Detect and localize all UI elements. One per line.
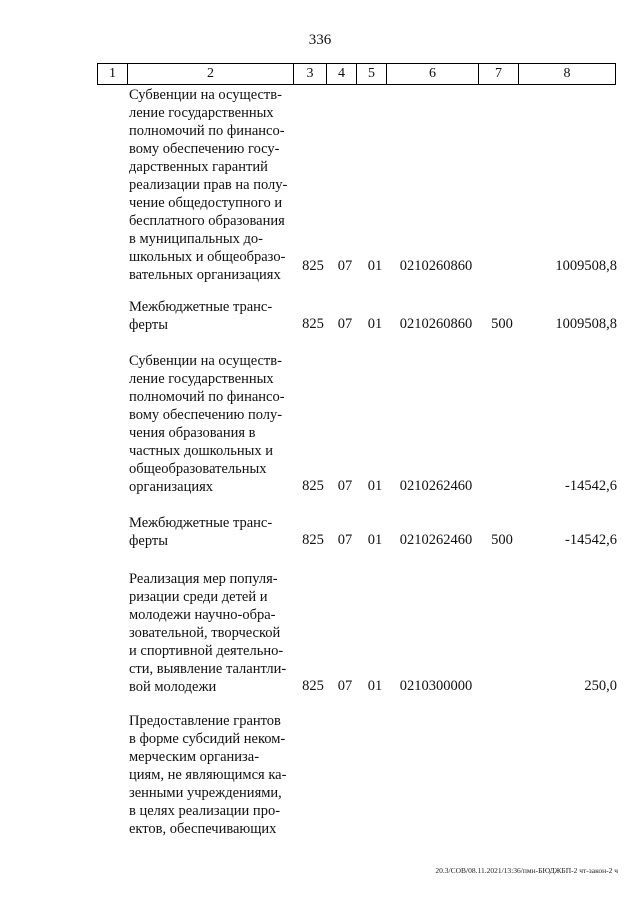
description-line: полномочий по финансо- — [129, 123, 285, 139]
description-line: мерческим организа- — [129, 749, 260, 765]
description-line: общеобразовательных — [129, 461, 267, 477]
cell-section: 07 — [337, 316, 353, 332]
cell-ministry-code: 825 — [302, 316, 324, 332]
description-line: и спортивной деятельно- — [129, 643, 284, 659]
description-line: сти, выявление талантли- — [129, 661, 287, 677]
page-number: 336 — [308, 32, 332, 48]
description-line: Субвенции на осуществ- — [129, 353, 282, 369]
description-line: вому обеспечению полу- — [129, 407, 283, 423]
table-header — [97, 63, 616, 85]
description-line: бесплатного образования — [129, 213, 285, 229]
cell-ministry-code: 825 — [302, 678, 324, 694]
description-line: реализации прав на полу- — [129, 177, 288, 193]
cell-target-article: 0210262460 — [399, 478, 473, 494]
cell-subsection: 01 — [367, 316, 383, 332]
description-line: зовательной, творческой — [129, 625, 281, 641]
header-col-2: 2 — [128, 64, 294, 85]
description-line: Межбюджетные транс- — [129, 515, 273, 531]
description-line: ферты — [129, 533, 168, 549]
header-col-3: 3 — [294, 64, 327, 85]
cell-section: 07 — [337, 478, 353, 494]
cell-expense-type: 500 — [491, 316, 513, 332]
header-col-8: 8 — [519, 64, 616, 85]
cell-section: 07 — [337, 532, 353, 548]
description-line: вому обеспечению госу- — [129, 141, 280, 157]
description-line: Субвенции на осуществ- — [129, 87, 282, 103]
header-col-7: 7 — [479, 64, 519, 85]
cell-ministry-code: 825 — [302, 478, 324, 494]
header-col-1: 1 — [98, 64, 128, 85]
row-description — [129, 570, 294, 696]
description-line: Предоставление грантов — [129, 713, 281, 729]
description-line: школьных и общеобразо- — [129, 249, 286, 265]
description-line: в целях реализации про- — [129, 803, 281, 819]
cell-target-article: 0210260860 — [399, 316, 473, 332]
description-line: ление государственных — [129, 105, 274, 121]
description-line: вательных организациях — [129, 267, 281, 283]
footer-docinfo: 20.3/СОВ/08.11.2021/13:36/пмн-БЮДЖБП-2 чт-закон-2 ч — [435, 866, 618, 875]
cell-subsection: 01 — [367, 532, 383, 548]
cell-subsection: 01 — [367, 678, 383, 694]
cell-subsection: 01 — [367, 258, 383, 274]
cell-section: 07 — [337, 258, 353, 274]
cell-expense-type: 500 — [491, 532, 513, 548]
cell-amount: 1009508,8 — [555, 258, 617, 274]
description-line: Реализация мер популя- — [129, 571, 278, 587]
row-description — [129, 86, 294, 284]
cell-subsection: 01 — [367, 478, 383, 494]
cell-ministry-code: 825 — [302, 258, 324, 274]
description-line: в форме субсидий неком- — [129, 731, 286, 747]
description-line: циям, не являющимся ка- — [129, 767, 287, 783]
description-line: молодежи научно-обра- — [129, 607, 276, 623]
cell-amount: -14542,6 — [565, 478, 617, 494]
row-description — [129, 712, 294, 838]
description-line: чение общедоступного и — [129, 195, 283, 211]
cell-section: 07 — [337, 678, 353, 694]
description-line: ление государственных — [129, 371, 274, 387]
cell-amount: -14542,6 — [565, 532, 617, 548]
description-line: организациях — [129, 479, 214, 495]
cell-target-article: 0210300000 — [399, 678, 473, 694]
description-line: в муниципальных до- — [129, 231, 263, 247]
description-line: ферты — [129, 317, 168, 333]
cell-amount: 250,0 — [584, 678, 617, 694]
description-line: ризации среди детей и — [129, 589, 268, 605]
row-description — [129, 352, 294, 496]
cell-target-article: 0210260860 — [399, 258, 473, 274]
description-line: частных дошкольных и — [129, 443, 274, 459]
description-line: ектов, обеспечивающих — [129, 821, 277, 837]
header-col-6: 6 — [387, 64, 479, 85]
header-col-5: 5 — [357, 64, 387, 85]
description-line: Межбюджетные транс- — [129, 299, 273, 315]
cell-target-article: 0210262460 — [399, 532, 473, 548]
row-description — [129, 514, 294, 550]
description-line: зенными учреждениями, — [129, 785, 282, 801]
description-line: чения образования в — [129, 425, 256, 441]
cell-ministry-code: 825 — [302, 532, 324, 548]
row-description — [129, 298, 294, 334]
cell-amount: 1009508,8 — [555, 316, 617, 332]
description-line: дарственных гарантий — [129, 159, 268, 175]
description-line: вой молодежи — [129, 679, 217, 695]
description-line: полномочий по финансо- — [129, 389, 285, 405]
header-col-4: 4 — [327, 64, 357, 85]
